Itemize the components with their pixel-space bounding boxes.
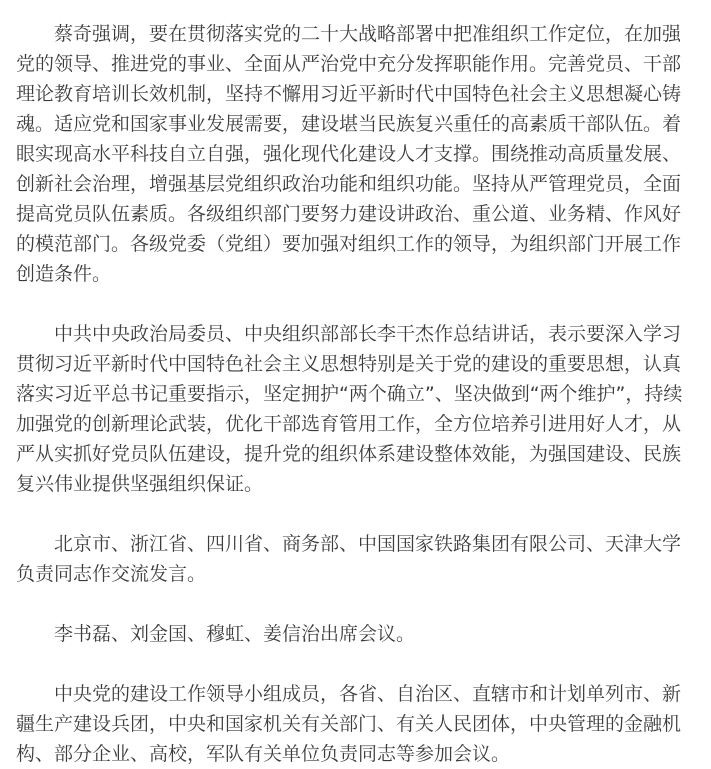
paragraph-exchange-speakers: 北京市、浙江省、四川省、商务部、中国国家铁路集团有限公司、天津大学负责同志作交流发言。 bbox=[16, 533, 682, 585]
paragraph-participants: 中央党的建设工作领导小组成员，各省、自治区、直辖市和计划单列市、新疆生产建设兵团，中央和国家机关有关部门、有关人民团体，中央管理的金融机构、部分企业、高校，军队有关单位负责同志等参加会议。 bbox=[16, 683, 682, 765]
paragraph-liganjie-summary: 中共中央政治局委员、中央组织部部长李干杰作总结讲话，表示要深入学习贯彻习近平新时代中国特色社会主义思想特别是关于党的建设的重要思想，认真落实习近平总书记重要指示，坚定拥护“两个确立”、坚决做到“两个维护”，持续加强党的创新理论武装，优化干部选育管用工作，全方位培养引进用好人才，从严从实抓好党员队伍建设，提升党的组织体系建设整体效能，为强国建设、民族复兴伟业提供坚强组织保证。 bbox=[16, 323, 683, 495]
paragraph-caiqi-remarks: 蔡奇强调，要在贯彻落实党的二十大战略部署中把准组织工作定位，在加强党的领导、推进党的事业、全面从严治党中充分发挥职能作用。完善党员、干部理论教育培训长效机制，坚持不懈用习近平新时代中国特色社会主义思想凝心铸魂。适应党和国家事业发展需要，建设堪当民族复兴重任的高素质干部队伍。着眼实现高水平科技自立自强，强化现代化建设人才支撑。围绕推动高质量发展、创新社会治理，增强基层党组织政治功能和组织功能。坚持从严管理党员，全面提高党员队伍素质。各级组织部门要努力建设讲政治、重公道、业务精、作风好的模范部门。各级党委（党组）要加强对组织工作的领导，为组织部门开展工作创造条件。 bbox=[16, 23, 682, 285]
paragraph-attendees: 李书磊、刘金国、穆虹、姜信治出席会议。 bbox=[54, 623, 416, 645]
